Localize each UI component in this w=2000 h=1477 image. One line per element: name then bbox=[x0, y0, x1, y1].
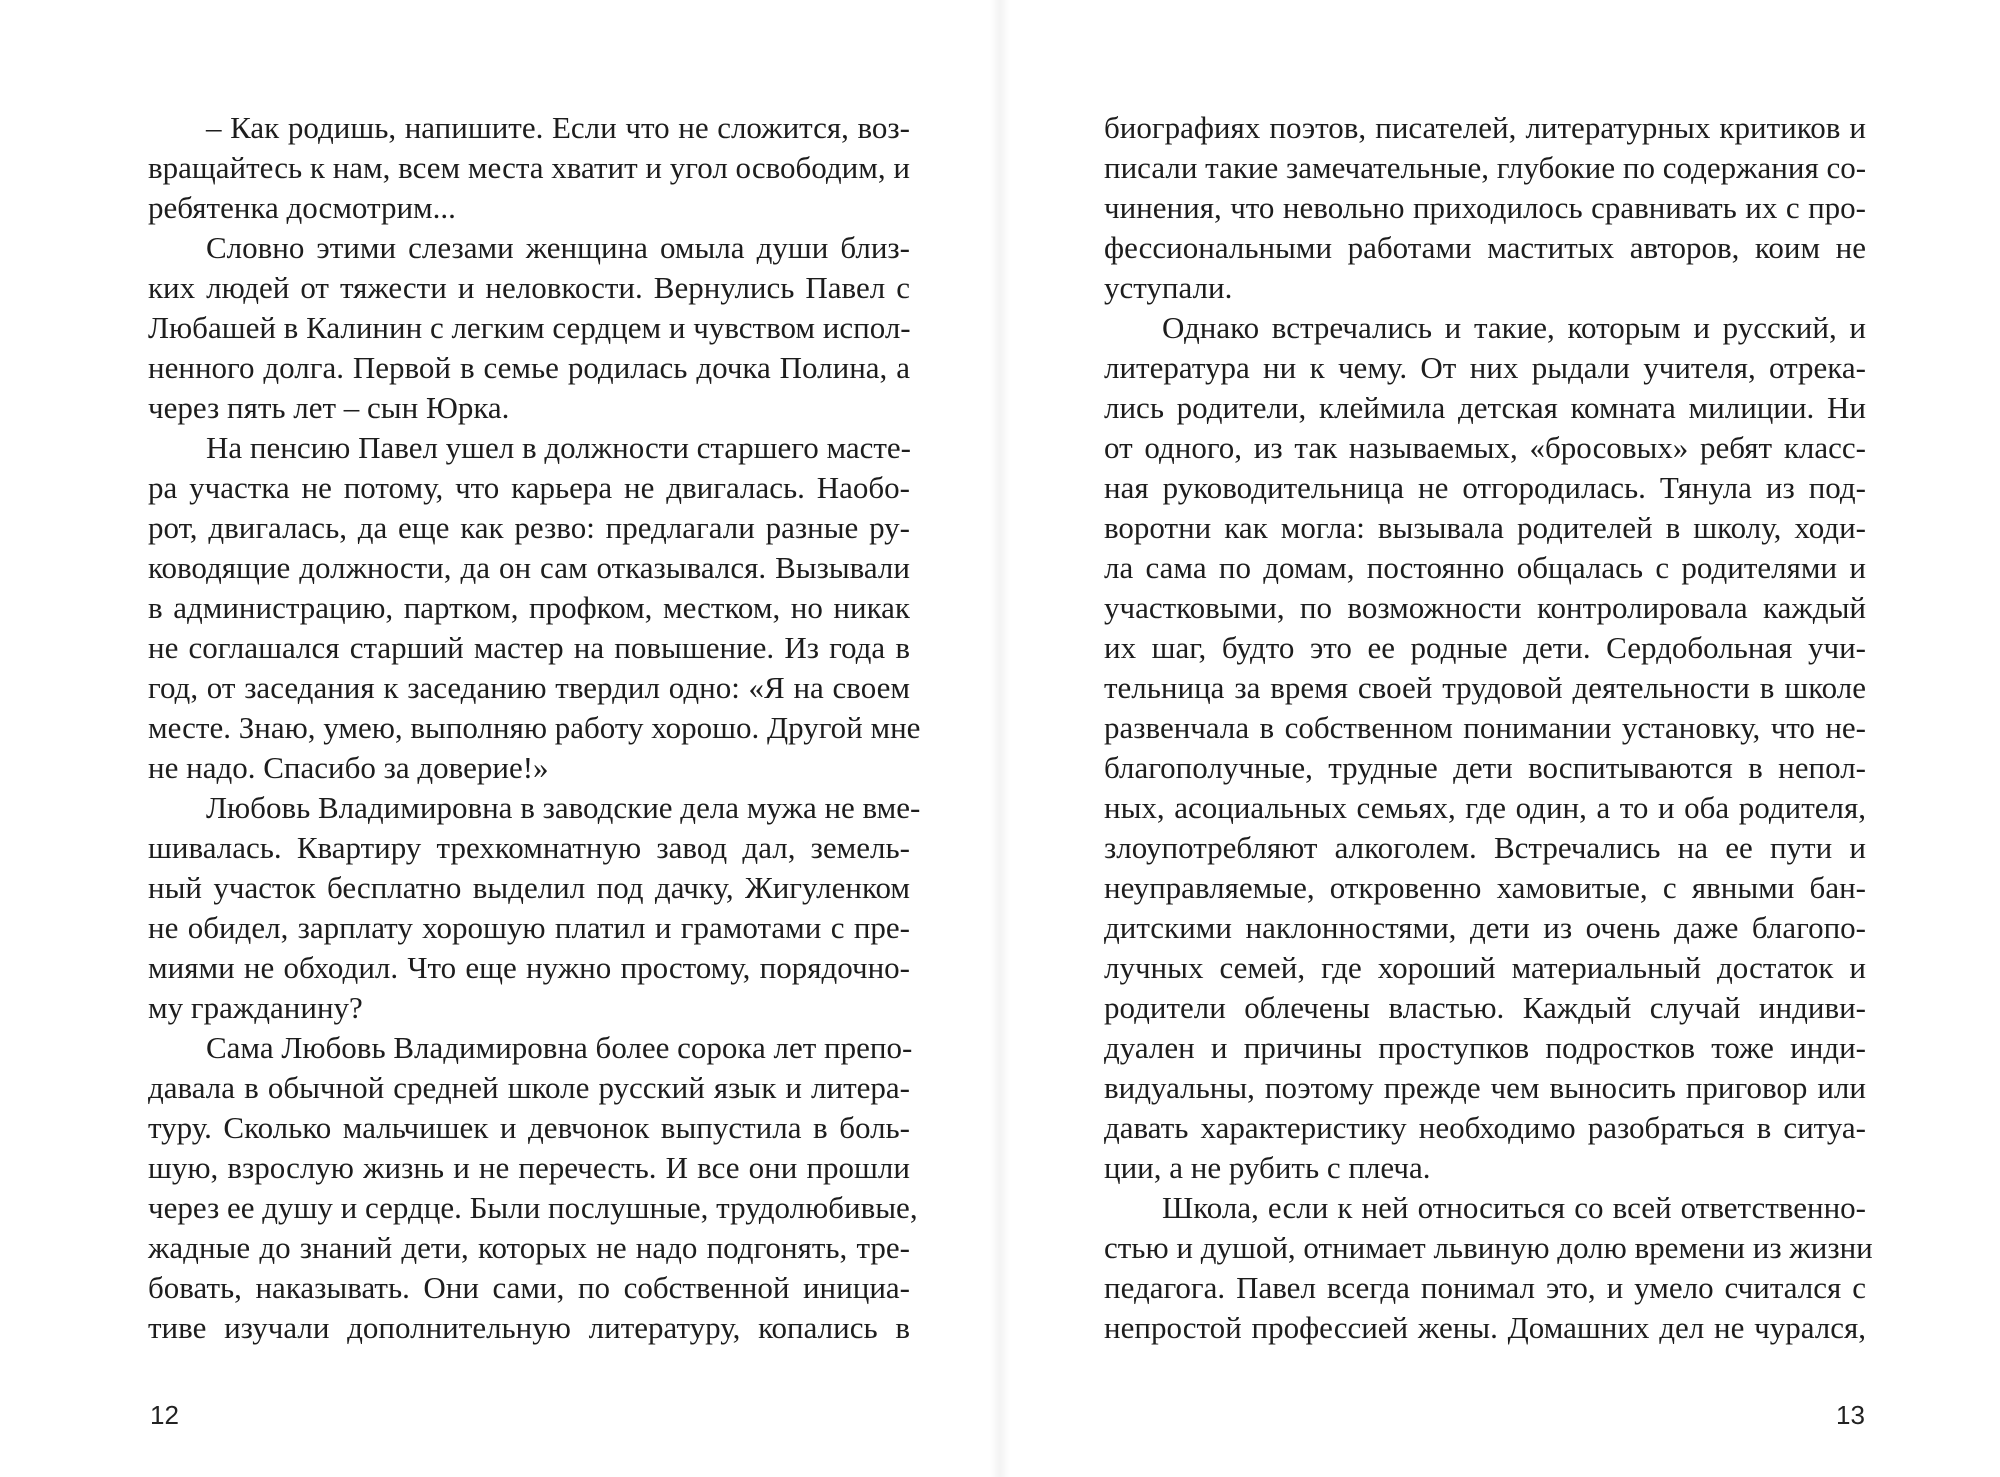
text-line: дуален и причины проступков подростков тоже инди- bbox=[1104, 1030, 1866, 1065]
text-line: не обидел, зарплату хорошую платил и грамотами с пре- bbox=[148, 910, 910, 945]
text-line: через ее душу и сердце. Были послушные, трудолюбивые, bbox=[148, 1190, 918, 1225]
text-line: туру. Сколько мальчишек и девчонок выпустила в боль- bbox=[148, 1110, 910, 1145]
text-line: тельница за время своей трудовой деятельности в школе bbox=[1104, 670, 1866, 705]
text-line: му гражданину? bbox=[148, 990, 363, 1025]
text-line: не соглашался старший мастер на повышение. Из года в bbox=[148, 630, 910, 665]
text-line: Любовь Владимировна в заводские дела мужа не вме- bbox=[206, 790, 921, 825]
text-line: их шаг, будто это ее родные дети. Сердобольная учи- bbox=[1104, 630, 1866, 665]
text-line: На пенсию Павел ушел в должности старшего масте- bbox=[206, 430, 911, 465]
text-line: год, от заседания к заседанию твердил одно: «Я на своем bbox=[148, 670, 910, 705]
text-line: Школа, если к ней относиться со всей ответственно- bbox=[1162, 1190, 1866, 1225]
text-line: литература ни к чему. От них рыдали учителя, отрека- bbox=[1104, 350, 1866, 385]
text-line: через пять лет – сын Юрка. bbox=[148, 390, 510, 425]
text-line: ная руководительница не отгородилась. Тянула из под- bbox=[1104, 470, 1866, 505]
text-line: давала в обычной средней школе русский язык и литера- bbox=[148, 1070, 910, 1105]
text-line: месте. Знаю, умею, выполняю работу хорошо. Другой мне bbox=[148, 710, 921, 745]
text-line: педагога. Павел всегда понимал это, и умело считался с bbox=[1104, 1270, 1866, 1305]
text-line: ции, а не рубить с плеча. bbox=[1104, 1150, 1431, 1185]
text-line: от одного, из так называемых, «бросовых» ребят класс- bbox=[1104, 430, 1866, 465]
text-line: миями не обходил. Что еще нужно простому, порядочно- bbox=[148, 950, 910, 985]
text-line: Сама Любовь Владимировна более сорока лет препо- bbox=[206, 1030, 913, 1065]
text-line: не надо. Спасибо за доверие!» bbox=[148, 750, 549, 785]
text-line: давать характеристику необходимо разобраться в ситуа- bbox=[1104, 1110, 1866, 1145]
text-line: ких людей от тяжести и неловкости. Вернулись Павел с bbox=[148, 270, 910, 305]
text-line: благополучные, трудные дети воспитываются в непол- bbox=[1104, 750, 1866, 785]
text-line: лись родители, клеймила детская комната милиции. Ни bbox=[1104, 390, 1866, 425]
text-line: вращайтесь к нам, всем места хватит и угол освободим, и bbox=[148, 150, 910, 185]
text-line: воротни как могла: вызывала родителей в школу, ходи- bbox=[1104, 510, 1866, 545]
text-line: участковыми, по возможности контролировала каждый bbox=[1104, 590, 1866, 625]
text-line: рот, двигалась, да еще как резво: предлагали разные ру- bbox=[148, 510, 910, 545]
text-line: уступали. bbox=[1104, 270, 1233, 305]
right-page-text bbox=[1104, 108, 1873, 1348]
page-number-right: 13 bbox=[1836, 1400, 1865, 1430]
text-line: ра участка не потому, что карьера не двигалась. Наобо- bbox=[148, 470, 910, 505]
text-line: жадные до знаний дети, которых не надо подгонять, тре- bbox=[148, 1230, 910, 1265]
text-line: шивалась. Квартиру трехкомнатную завод дал, земель- bbox=[148, 830, 910, 865]
text-line: родители облечены властью. Каждый случай индиви- bbox=[1104, 990, 1866, 1025]
text-line: непростой профессией жены. Домашних дел не чурался, bbox=[1104, 1310, 1866, 1345]
text-line: злоупотребляют алкоголем. Встречались на ее пути и bbox=[1104, 830, 1866, 865]
text-line: дитскими наклонностями, дети из очень даже благопо- bbox=[1104, 910, 1866, 945]
text-line: ный участок бесплатно выделил под дачку, Жигуленком bbox=[148, 870, 910, 905]
text-line: биографиях поэтов, писателей, литературных критиков и bbox=[1104, 110, 1866, 145]
left-page-text bbox=[148, 108, 921, 1348]
text-line: бовать, наказывать. Они сами, по собственной инициа- bbox=[148, 1270, 910, 1305]
text-line: неуправляемые, откровенно хамовитые, с явными бан- bbox=[1104, 870, 1866, 905]
text-line: шую, взрослую жизнь и не перечесть. И все они прошли bbox=[148, 1150, 910, 1185]
text-line: Однако встречались и такие, которым и русский, и bbox=[1162, 310, 1866, 345]
text-line: – Как родишь, напишите. Если что не сложится, воз- bbox=[206, 110, 910, 145]
text-line: развенчала в собственном понимании установку, что не- bbox=[1104, 710, 1866, 745]
text-line: чинения, что невольно приходилось сравнивать их с про- bbox=[1104, 190, 1866, 225]
text-line: ненного долга. Первой в семье родилась дочка Полина, а bbox=[148, 350, 910, 385]
text-line: Словно этими слезами женщина омыла души близ- bbox=[206, 230, 910, 265]
text-line: в администрацию, партком, профком, местком, но никак bbox=[148, 590, 910, 625]
text-line: стью и душой, отнимает львиную долю времени из жизни bbox=[1104, 1230, 1873, 1265]
text-line: лучных семей, где хороший материальный достаток и bbox=[1104, 950, 1866, 985]
text-line: писали такие замечательные, глубокие по содержания со- bbox=[1104, 150, 1867, 185]
text-line: ребятенка досмотрим... bbox=[148, 190, 456, 225]
text-line: ководящие должности, да он сам отказывался. Вызывали bbox=[148, 550, 910, 585]
text-line: Любашей в Калинин с легким сердцем и чувством испол- bbox=[148, 310, 911, 345]
book-gutter bbox=[990, 0, 1010, 1477]
page-number-left: 12 bbox=[150, 1400, 179, 1430]
text-line: ла сама по домам, постоянно общалась с родителями и bbox=[1104, 550, 1866, 585]
text-line: ных, асоциальных семьях, где один, а то и оба родителя, bbox=[1104, 790, 1866, 825]
text-line: тиве изучали дополнительную литературу, копались в bbox=[148, 1310, 910, 1345]
text-line: фессиональными работами маститых авторов, коим не bbox=[1104, 230, 1866, 265]
text-line: видуальны, поэтому прежде чем выносить приговор или bbox=[1104, 1070, 1866, 1105]
